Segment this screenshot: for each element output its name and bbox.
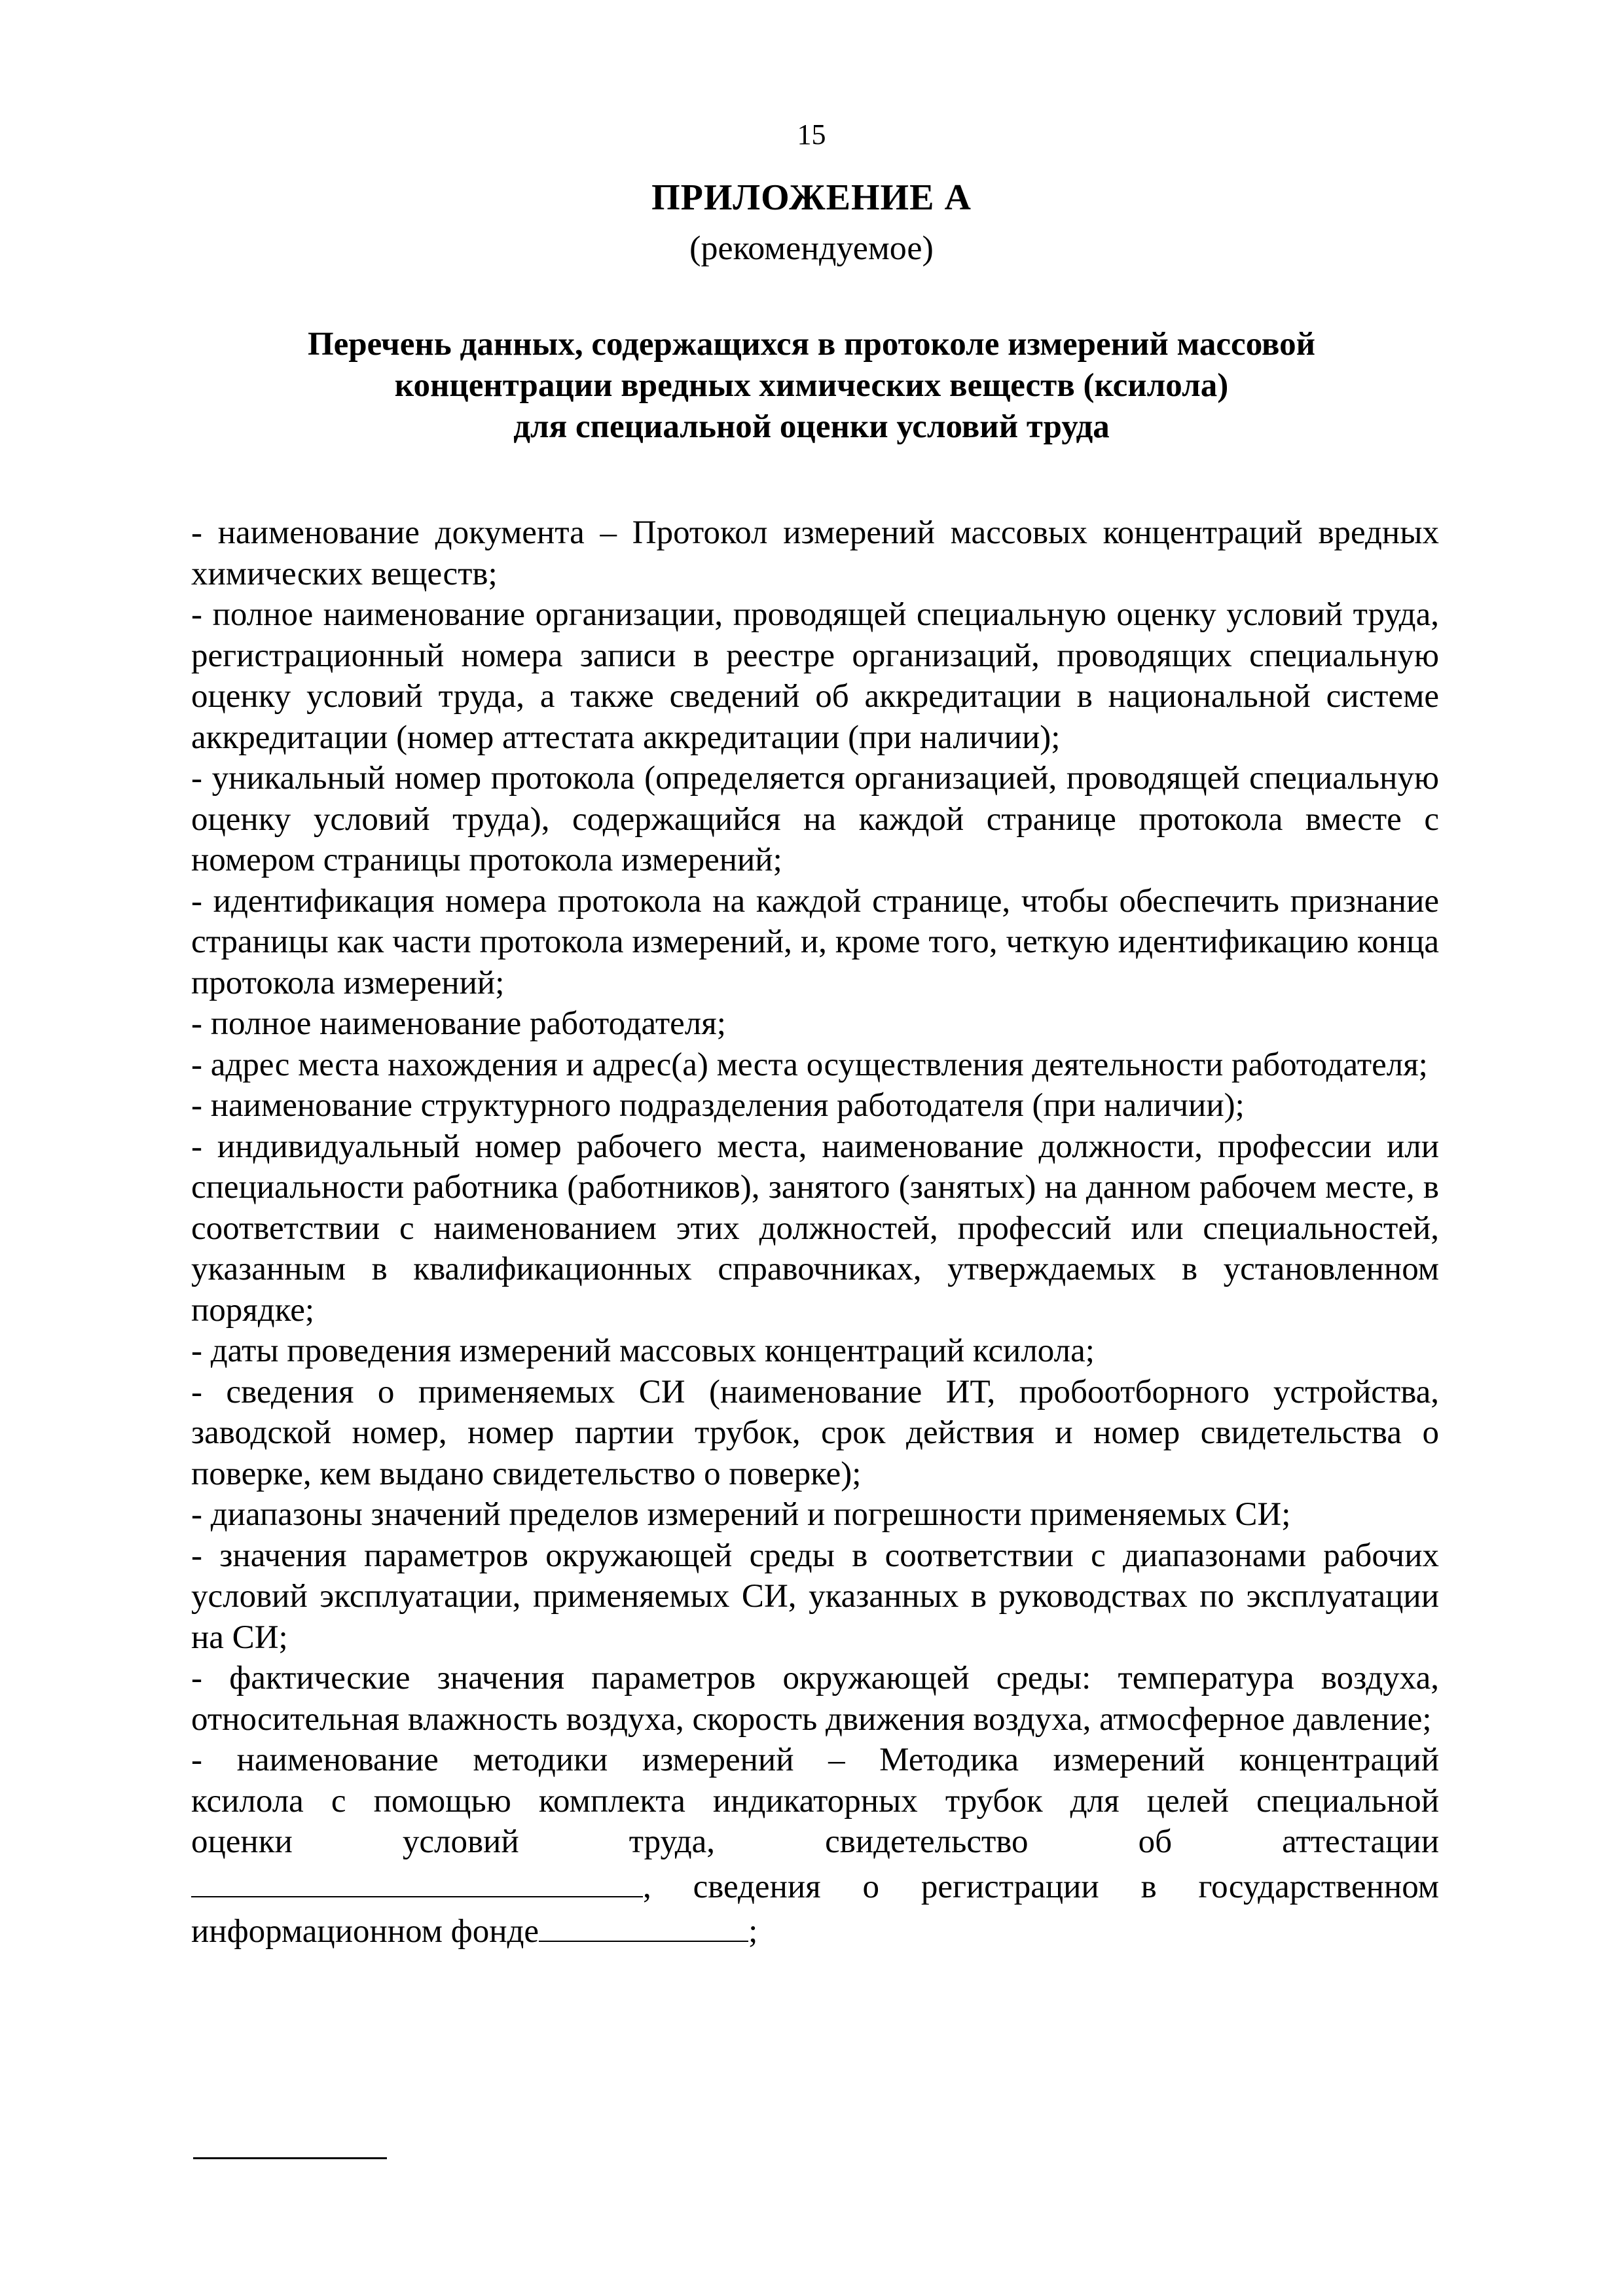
list-item: - значения параметров окружающей среды в соответствии с диапазонами рабочих условий эксплуатации, применяемых СИ, указанных в руководствах по эксплуатации на СИ;	[191, 1537, 1439, 1656]
fund-end: ;	[748, 1913, 758, 1950]
list-item: - наименование документа – Протокол измерений массовых концентраций вредных химических веществ;	[191, 514, 1439, 592]
methodology-line-4	[191, 1863, 1439, 1908]
appendix-status: (рекомендуемое)	[689, 230, 934, 267]
list-item: - уникальный номер протокола (определяется организацией, проводящей специальную оценку условий труда), содержащийся на каждой странице протокола вместе с номером страницы протокола измерений;	[191, 760, 1439, 878]
data-items-list	[191, 512, 1439, 1952]
list-item: - идентификация номера протокола на каждой странице, чтобы обеспечить признание страницы как части протокола измерений, и, кроме того, четкую идентификацию конца протокола измерений;	[191, 882, 1439, 1001]
document-heading	[0, 324, 1623, 448]
list-item: - даты проведения измерений массовых концентраций ксилола;	[191, 1333, 1095, 1369]
heading-line-2: концентрации вредных химических веществ (ксилола)	[394, 367, 1229, 404]
list-item: - диапазоны значений пределов измерений и погрешности применяемых СИ;	[191, 1496, 1291, 1533]
heading-line-1: Перечень данных, содержащихся в протоколе измерений массовой	[307, 326, 1315, 363]
attestation-blank	[191, 1863, 643, 1897]
list-item-methodology	[191, 1740, 1439, 1952]
list-item: - наименование структурного подразделения работодателя (при наличии);	[191, 1087, 1245, 1124]
footnote-separator	[193, 2157, 387, 2159]
list-item: - фактические значения параметров окружающей среды: температура воздуха, относительная влажность воздуха, скорость движения воздуха, атмосферное давление;	[191, 1660, 1439, 1738]
list-item: - адрес места нахождения и адрес(а) места осуществления деятельности работодателя;	[191, 1046, 1428, 1083]
list-item: - полное наименование организации, проводящей специальную оценку условий труда, регистрационный номера записи в реестре организаций, проводящих специальную оценку условий труда, а также сведений об аккредитации в национальной системе аккредитации (номер аттестата аккредитации (при наличии);	[191, 596, 1439, 756]
methodology-line-3: оценки условий труда, свидетельство об аттестации	[191, 1823, 1439, 1860]
registration-text: , сведения о регистрации в государственном	[643, 1868, 1439, 1905]
list-item: - сведения о применяемых СИ (наименование ИТ, пробоотборного устройства, заводской номер, номер партии трубок, срок действия и номер свидетельства о поверке, кем выдано свидетельство о поверке);	[191, 1373, 1439, 1492]
methodology-line-1: - наименование методики измерений – Методика измерений концентраций	[191, 1742, 1439, 1778]
list-item: - индивидуальный номер рабочего места, наименование должности, профессии или специальности работника (работников), занятого (занятых) на данном рабочем месте, в соответствии с наименованием этих должностей, профессий или специальностей, указанным в квалификационных справочниках, утверждаемых в установленном порядке;	[191, 1128, 1439, 1329]
heading-line-3: для специальной оценки условий труда	[513, 408, 1110, 445]
page-number: 15	[797, 118, 826, 151]
fund-blank	[539, 1907, 748, 1942]
methodology-line-5	[191, 1907, 1439, 1952]
appendix-title: ПРИЛОЖЕНИЕ А	[651, 177, 972, 218]
fund-text: информационном фонде	[191, 1913, 539, 1950]
list-item: - полное наименование работодателя;	[191, 1005, 726, 1042]
methodology-line-2: ксилола с помощью комплекта индикаторных трубок для целей специальной	[191, 1782, 1439, 1820]
